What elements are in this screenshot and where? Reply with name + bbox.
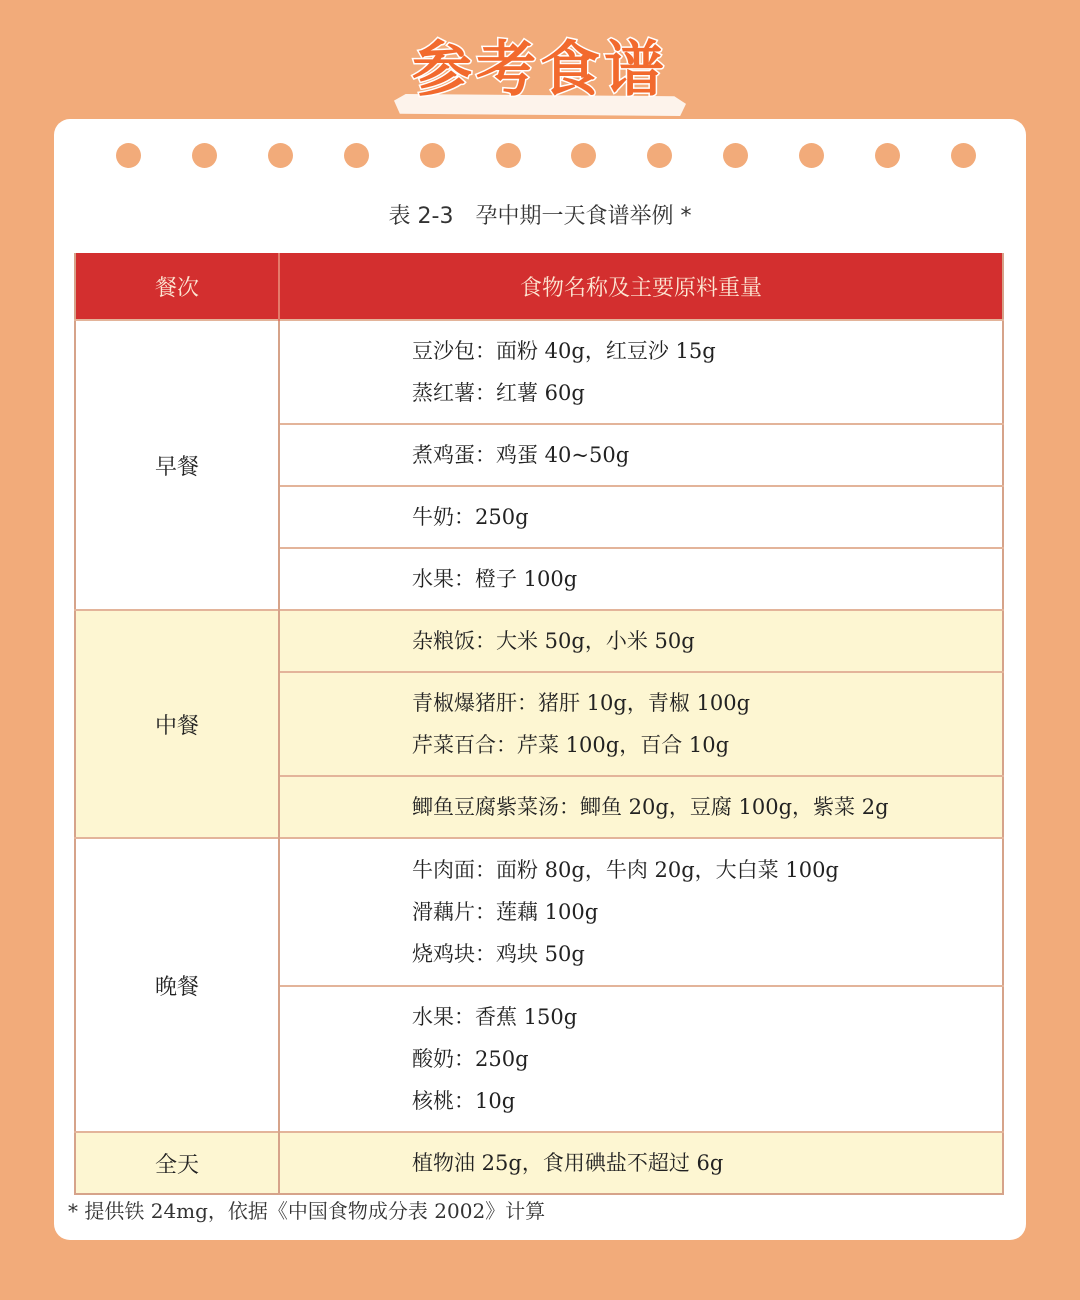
binder-hole [268, 143, 293, 168]
binder-hole [571, 143, 596, 168]
food-line: 核桃：10g [412, 1089, 516, 1113]
food-line: 牛肉面：面粉 80g，牛肉 20g，大白菜 100g [412, 858, 839, 882]
food-line: 水果：橙子 100g [412, 567, 578, 591]
table-row [75, 838, 1003, 986]
meal-lunch: 中餐 [75, 610, 279, 838]
table-header-row [75, 253, 1003, 320]
binder-hole [951, 143, 976, 168]
binder-hole [496, 143, 521, 168]
recipe-card [54, 119, 1026, 1240]
food-cell [279, 610, 1003, 672]
recipe-table [74, 253, 1004, 1195]
food-cell [279, 776, 1003, 838]
banner-title: 参考食谱 [412, 35, 668, 105]
food-line: 水果：香蕉 150g [412, 1005, 578, 1029]
food-cell [279, 548, 1003, 610]
food-cell [279, 1132, 1003, 1194]
food-line: 蒸红薯：红薯 60g [412, 381, 585, 405]
food-line: 植物油 25g，食用碘盐不超过 6g [412, 1151, 724, 1175]
binder-hole [192, 143, 217, 168]
meal-dinner: 晚餐 [75, 838, 279, 1132]
food-line: 牛奶：250g [412, 505, 529, 529]
header-food: 食物名称及主要原料重量 [279, 253, 1003, 320]
food-cell [279, 672, 1003, 776]
food-line: 芹菜百合：芹菜 100g，百合 10g [412, 733, 730, 757]
food-line: 豆沙包：面粉 40g，红豆沙 15g [412, 339, 716, 363]
food-cell [279, 424, 1003, 486]
table-row [75, 610, 1003, 672]
binder-hole [723, 143, 748, 168]
food-line: 滑藕片：莲藕 100g [412, 900, 599, 924]
food-line: 烧鸡块：鸡块 50g [412, 942, 585, 966]
header-meal: 餐次 [75, 253, 279, 320]
food-line: 杂粮饭：大米 50g，小米 50g [412, 629, 695, 653]
binder-hole [420, 143, 445, 168]
binder-hole [647, 143, 672, 168]
food-cell [279, 838, 1003, 986]
binder-hole [799, 143, 824, 168]
banner-badge [394, 18, 686, 118]
meal-breakfast: 早餐 [75, 320, 279, 610]
food-line: 青椒爆猪肝：猪肝 10g，青椒 100g [412, 691, 751, 715]
banner [0, 18, 1080, 118]
table-caption: 表 2-3 孕中期一天食谱举例 * [388, 204, 692, 229]
food-line: 鲫鱼豆腐紫菜汤：鲫鱼 20g，豆腐 100g，紫菜 2g [412, 795, 889, 819]
meal-all-day: 全天 [75, 1132, 279, 1194]
binder-hole [344, 143, 369, 168]
food-cell [279, 486, 1003, 548]
table-row [75, 1132, 1003, 1194]
food-line: 酸奶：250g [412, 1047, 529, 1071]
food-cell [279, 986, 1003, 1132]
food-line: 煮鸡蛋：鸡蛋 40~50g [412, 443, 630, 467]
binder-hole [116, 143, 141, 168]
table-row [75, 320, 1003, 424]
food-cell [279, 320, 1003, 424]
binder-holes [116, 143, 976, 169]
footnote: * 提供铁 24mg，依据《中国食物成分表 2002》计算 [68, 1199, 546, 1223]
binder-hole [875, 143, 900, 168]
